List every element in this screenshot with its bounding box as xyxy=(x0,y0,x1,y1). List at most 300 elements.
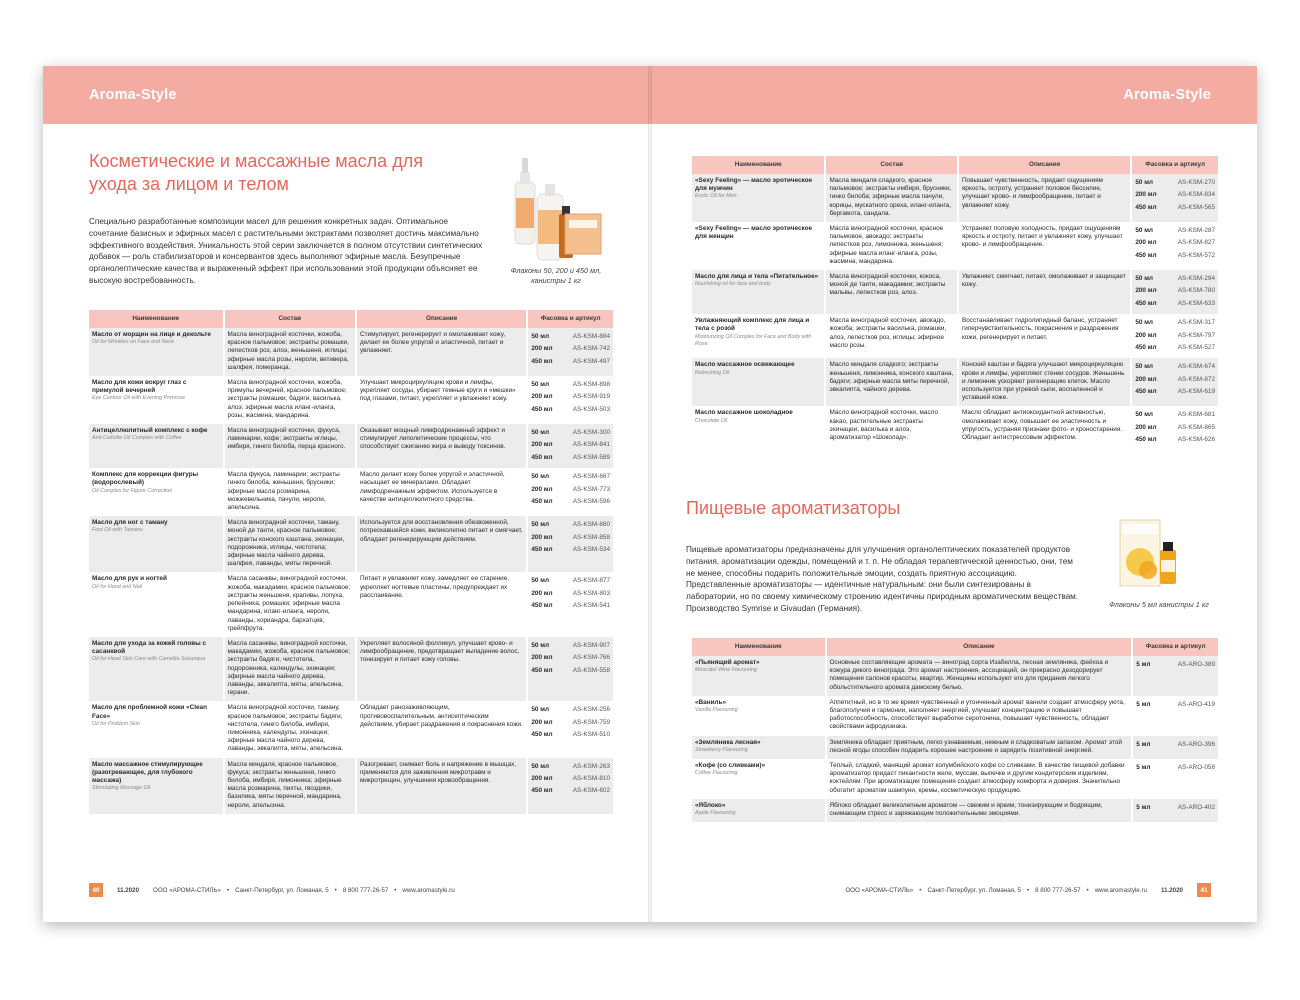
package-volume: 450 мл xyxy=(1135,436,1157,444)
packaging-cell xyxy=(1132,358,1218,406)
col-header-packaging: Фасовка и артикул xyxy=(1132,156,1218,174)
composition-cell: Масла виноградной косточки, авокадо, жожоба; экстракты василька, ромашки, алоэ, лепестков роз, иглицы; эфирное масло розы. xyxy=(826,314,956,358)
product-name-cell xyxy=(89,572,223,636)
footer-separator: • xyxy=(1026,886,1030,894)
footer-date: 11.2020 xyxy=(1160,886,1183,894)
package-volume: 200 мл xyxy=(1135,375,1157,383)
table-row xyxy=(89,516,613,572)
table-row xyxy=(692,270,1218,314)
flavouring-table xyxy=(690,638,1220,822)
right-product-table xyxy=(690,156,1220,451)
composition-cell: Масла сасанквы, виноградной косточки, жожоба, макадамии, красное пальмовое; экстракты женьшеня, крапивы, лопуха, репейника, ромашки; эфирные масла мандарина, иланг-иланга, нероли, лаванды, кориандра, бархатцев, грейпфрута. xyxy=(225,572,355,636)
package-volume: 200 мл xyxy=(531,718,553,726)
package-option xyxy=(531,532,610,544)
article-code: AS-ARO-419 xyxy=(1177,700,1215,708)
table-row xyxy=(692,222,1218,270)
package-volume: 50 мл xyxy=(531,521,550,529)
composition-cell: Масла сасанквы, виноградной косточки, макадамии, жожоба, красное пальмовое; экстракты бадяги, чистотела, подорожника, календулы, эхинацеи; эфирные масла чайного дерева, лаванды, эвкалипта, мяты, апельсина, герани. xyxy=(225,637,355,701)
right-header xyxy=(650,66,1257,124)
table-row xyxy=(89,572,613,636)
product-name-cell xyxy=(692,358,824,406)
package-volume: 450 мл xyxy=(531,498,553,506)
package-option xyxy=(1135,342,1215,354)
packaging-cell xyxy=(528,758,613,814)
product-name-en: Refreshing Oil xyxy=(695,369,730,376)
product-name: «Sexy Feeling» — масло эротическое для мужчин xyxy=(695,177,813,193)
packaging-cell xyxy=(528,637,613,701)
package-option xyxy=(1135,422,1215,434)
package-option xyxy=(1135,330,1215,342)
article-code: AS-KSM-317 xyxy=(1177,319,1215,327)
product-name-en: Oil for Problem Skin xyxy=(92,720,140,727)
description-cell: Повышает чувственность, придает ощущениям яркость, остроту, устраняет половое бессилие, улучшает крово- и лимфообращение, питает и увлажняет кожу. xyxy=(959,174,1130,222)
package-option xyxy=(1136,659,1215,671)
article-code: AS-KSM-667 xyxy=(572,473,610,481)
package-volume: 5 мл xyxy=(1136,803,1151,811)
package-volume: 50 мл xyxy=(531,706,550,714)
composition-cell: Масла виноградной косточки, красное пальмовое, авокадо; экстракты лепестков роз, лимонника, женьшеня; эфирные масла иланг-иланга, розы, жасмина, мандарина. xyxy=(826,222,956,270)
description-cell: Используется для восстановления обезвоженной, потрескавшейся кожи, великолепно питает и смягчает, обладает регенерирующим действием. xyxy=(357,516,526,572)
product-name: Комплекс для коррекции фигуры (водорослевый) xyxy=(92,471,199,487)
description-cell: Основные составляющие аромата — виноград сорта Изабелла, лесная земляника, фейхоа и кожура дикого винограда. Это аромат настроения, ассоциаций, он прекрасно дезодорирует помещения салонов красоты, квартир. Женщины используют его для придания легкого обольстительного аромата дамскому белью. xyxy=(827,656,1132,696)
article-code: AS-KSM-907 xyxy=(572,641,610,649)
package-volume: 450 мл xyxy=(1135,299,1157,307)
package-volume: 450 мл xyxy=(531,405,553,413)
left-product-table xyxy=(87,310,615,814)
package-option xyxy=(531,452,610,464)
footer-address: Санкт-Петербург, ул. Ломаная, 5 xyxy=(235,886,329,894)
package-option xyxy=(1135,237,1215,249)
packaging-cell xyxy=(1132,314,1218,358)
package-volume: 5 мл xyxy=(1136,740,1151,748)
package-volume: 50 мл xyxy=(1135,275,1153,283)
article-code: AS-KSM-884 xyxy=(572,333,610,340)
description-cell: Укрепляет волосяной фолликул, улучшает крово- и лимфообращение, предотвращает выпадение волос, тонизирует и питает кожу головы. xyxy=(357,637,526,701)
table-row xyxy=(692,799,1218,822)
product-bottles-image xyxy=(509,154,609,264)
product-name-cell xyxy=(692,174,824,222)
product-name-en: Oil for Wrinkles on Face and Neck xyxy=(92,339,174,346)
table-row xyxy=(692,314,1218,358)
table-row xyxy=(692,736,1218,759)
table-row xyxy=(89,468,613,516)
packaging-cell xyxy=(528,516,613,572)
product-name: Масло для кожи вокруг глаз с примулой вечерней xyxy=(92,379,187,395)
col-header-name: Наименование xyxy=(89,310,223,328)
package-volume: 50 мл xyxy=(531,577,550,585)
description-cell: Стимулирует, регенерирует и омолаживает кожу, делает ее более упругой и эластичной, питает и увлажняет. xyxy=(357,328,526,376)
flavouring-caption: Флаконы 5 мл канистры 1 кг xyxy=(1109,600,1209,609)
description-cell: Разогревает, снимает боль и напряжение в мышцах, применяется для заживления микротравм и микротрещин, улучшения кровообращения. xyxy=(357,758,526,814)
package-volume: 450 мл xyxy=(531,602,553,610)
page-number: 40 xyxy=(89,883,103,897)
col-header-packaging: Фасовка и артикул xyxy=(1133,638,1218,656)
packaging-cell xyxy=(1133,799,1218,822)
package-option xyxy=(1136,699,1215,711)
article-code: AS-KSM-865 xyxy=(1177,423,1215,431)
package-volume: 200 мл xyxy=(531,589,553,597)
package-volume: 450 мл xyxy=(531,546,553,554)
book-spine xyxy=(648,66,652,922)
product-name-en: Vanilla Flavouring xyxy=(695,707,738,714)
package-volume: 50 мл xyxy=(1135,319,1153,327)
product-name: Увлажняющий комплекс для лица и тела с розой xyxy=(695,317,810,333)
product-name-cell xyxy=(89,701,223,757)
footer-site: www.aromastyle.ru xyxy=(1094,886,1147,894)
left-header xyxy=(43,66,650,124)
product-name: «Кофе (со сливками)» xyxy=(695,762,766,770)
package-volume: 50 мл xyxy=(531,641,550,649)
col-header-description: Описание xyxy=(357,310,526,328)
footer-phone: 8 800 777-26-57 xyxy=(1035,886,1081,894)
footer-company: ООО «АРОМА-СТИЛЬ» xyxy=(153,886,221,894)
package-volume: 50 мл xyxy=(531,473,550,481)
article-code: AS-KSM-503 xyxy=(572,405,610,413)
package-option xyxy=(1135,361,1215,373)
description-cell: Улучшает микроциркуляцию крови и лимфы, укрепляет сосуды, убирает темные круги и «мешки» под глазами, питает, укрепляет и увлажняет кожу. xyxy=(357,376,526,424)
article-code: AS-KSM-527 xyxy=(1177,344,1215,352)
package-option xyxy=(1135,317,1215,329)
article-code: AS-KSM-827 xyxy=(1177,239,1215,247)
article-code: AS-KSM-797 xyxy=(1177,331,1215,339)
article-code: AS-KSM-541 xyxy=(572,602,610,610)
product-name-cell xyxy=(692,799,825,822)
article-code: AS-KSM-565 xyxy=(1177,203,1215,211)
composition-cell: Масла виноградной косточки, таману, моной де таити, красное пальмовое; экстракты конского каштана, эхинацеи, подорожника, иглицы, чистотела; эфирные масла чайного дерева, шалфея, лаванды, мяты перечной. xyxy=(225,516,355,572)
package-volume: 200 мл xyxy=(1135,423,1157,431)
product-name: Масло для ног с таману xyxy=(92,519,168,527)
packaging-cell xyxy=(528,701,613,757)
product-name-en: Erotic Oil for Men xyxy=(695,193,737,200)
table-row xyxy=(692,759,1218,799)
product-name: Масло для лица и тела «Питательное» xyxy=(695,273,819,281)
package-option xyxy=(531,391,610,403)
product-name: Масло массажное стимулирующее (разогревающее, для глубокого массажа) xyxy=(92,760,203,784)
footer-separator: • xyxy=(226,886,230,894)
product-name-cell xyxy=(89,328,223,376)
packaging-cell xyxy=(528,424,613,468)
article-code: AS-KSM-742 xyxy=(572,345,610,353)
composition-cell: Масла виноградной косточки, фукуса, ламинарии, кофе; экстракты иглицы, имбиря, гинкго билоба, перца красного. xyxy=(225,424,355,468)
package-volume: 200 мл xyxy=(531,345,553,353)
article-code: AS-KSM-256 xyxy=(572,706,610,714)
product-name-en: Anti-Cellulite Oil Complex with Coffee xyxy=(92,435,182,442)
col-header-name: Наименование xyxy=(692,156,824,174)
package-option xyxy=(531,343,610,355)
product-name: Масло для ухода за кожей головы с сасанквой xyxy=(92,639,206,656)
article-code: AS-KSM-810 xyxy=(572,774,610,782)
product-name: «Ваниль» xyxy=(695,698,727,706)
product-name-en: Stimulating Massage Oil xyxy=(92,785,151,792)
article-code: AS-KSM-633 xyxy=(1177,299,1215,307)
package-option xyxy=(531,519,610,531)
packaging-cell xyxy=(1133,759,1218,799)
article-code: AS-KSM-270 xyxy=(1177,179,1215,186)
product-name-cell xyxy=(89,468,223,516)
product-name-cell xyxy=(89,758,223,814)
packaging-cell xyxy=(1133,656,1218,696)
product-name-en: Eye Contour Oil with Evening Primrose xyxy=(92,395,186,402)
article-code: AS-KSM-572 xyxy=(1177,251,1215,259)
col-header-composition: Состав xyxy=(225,310,355,328)
flavouring-box-image xyxy=(1116,514,1186,594)
description-cell: Теплый, сладкий, манящий аромат колумбийского кофе со сливками. В качестве пищевой добавки ароматизатор придаст пикантности желе, муссам, выпечке и другим кондитерским изделиям, коктейлям. При ароматизации помещения создает атмосферу комфорта и доверия. Значительно обогатит ароматом шампуни, кремы, косметическую продукцию. xyxy=(827,759,1132,799)
table-row xyxy=(692,696,1218,736)
package-option xyxy=(531,665,610,677)
product-name-en: Nourishing oil for face and body xyxy=(695,281,771,288)
packaging-cell xyxy=(528,376,613,424)
product-name-en: Foot Oil with Tamanu xyxy=(92,527,143,534)
product-name-cell xyxy=(692,656,825,696)
packaging-cell xyxy=(1132,406,1218,450)
article-code: AS-KSM-534 xyxy=(572,546,610,554)
product-name-cell xyxy=(692,222,824,270)
package-option xyxy=(531,496,610,508)
package-volume: 5 мл xyxy=(1136,764,1151,772)
article-code: AS-ARO-402 xyxy=(1177,803,1215,811)
article-code: AS-KSM-558 xyxy=(572,666,610,674)
footer-separator: • xyxy=(1086,886,1089,894)
article-code: AS-KSM-919 xyxy=(572,393,610,401)
table-row xyxy=(89,376,613,424)
product-name-cell xyxy=(692,406,824,450)
product-name-en: Moisturizing Oil Complex for Face and Body with Rose xyxy=(695,333,812,347)
package-option xyxy=(531,773,610,785)
table-row xyxy=(692,406,1218,450)
left-page xyxy=(43,66,650,922)
description-cell: Увлажняет, смягчает, питает, омолаживает и защищает кожу. xyxy=(959,270,1130,314)
composition-cell: Масло миндаля сладкого; экстракты женьшеня, лимонника, конского каштана, бадяги; эфирные масла мяты перечной, эвкалипта, чайного дерева. xyxy=(826,358,956,406)
package-option xyxy=(531,575,610,587)
package-option xyxy=(1135,177,1215,189)
package-volume: 5 мл xyxy=(1136,700,1151,708)
article-code: AS-KSM-294 xyxy=(1177,275,1215,283)
product-name-en: Apple Flavouring xyxy=(695,810,736,817)
description-cell: Оказывает мощный лимфодренажный эффект и стимулирует липолитические процессы, что способствует сжиганию жира и выводу токсинов. xyxy=(357,424,526,468)
flavourings-intro: Пищевые ароматизаторы предназначены для улучшения органолептических показателей продуктов питания, ароматизации одежды, помещений и т. п. Не обладая терапевтической ценностью, они, тем не менее, способны подарить положительные эмоции, создать приятную ассоциацию. Представленные ароматизаторы — идентичные натуральным: они были синтезированы в лаборатории, но по своему химическому строению идентичны природным ароматическим веществам. Производство Symrise и Givaudan (Германия). xyxy=(686,545,1079,613)
description-cell: Земляника обладает приятным, легко узнаваемым, нежным и сладковатым запахом. Аромат этой лесной ягоды способен подарить хорошее настроение и зарядить позитивной энергией. xyxy=(827,736,1132,759)
footer-company: ООО «АРОМА-СТИЛЬ» xyxy=(845,886,914,894)
package-option xyxy=(531,379,610,391)
article-code: AS-KSM-300 xyxy=(572,429,610,437)
packaging-cell xyxy=(528,572,613,636)
right-footer xyxy=(845,883,1211,897)
article-code: AS-KSM-589 xyxy=(572,453,610,461)
packaging-cell xyxy=(528,328,613,376)
product-name-en: Muscatel Wine Flavouring xyxy=(695,667,757,674)
article-code: AS-KSM-619 xyxy=(1177,388,1215,396)
page-number: 41 xyxy=(1197,883,1211,897)
product-name-cell xyxy=(89,516,223,572)
composition-cell: Масла виноградной косточки, таману, красное пальмовое; экстракты бадяги, чистотела, гинкго билоба, имбиря, лимонника, календулы, эхинацеи; эфирные масла чайного дерева, лаванды, эвкалипта, мяты, апельсина. xyxy=(225,701,355,757)
package-option xyxy=(1135,386,1215,398)
article-code: AS-ARO-389 xyxy=(1177,661,1215,668)
product-name-cell xyxy=(692,314,824,358)
package-option xyxy=(531,729,610,741)
package-volume: 200 мл xyxy=(1135,331,1157,339)
composition-cell: Масла виноградной косточки, жожоба, примулы вечерней, красное пальмовое; экстракты ромашки, бадяги, василька, алоэ; эфирные масла иланг-иланга, розы, жасмина, мандарина. xyxy=(225,376,355,424)
package-volume: 200 мл xyxy=(1135,287,1157,295)
article-code: AS-KSM-510 xyxy=(572,731,610,739)
article-code: AS-KSM-602 xyxy=(572,787,610,795)
table-row xyxy=(89,701,613,757)
description-cell: Устраняет половую холодность, придает ощущениям яркость и остроту, питает и увлажняет кожу, улучшает крово- и лимфообращение. xyxy=(959,222,1130,270)
description-cell: Яблоко обладает великолепным ароматом — свежим и ярким, тонизирующим и бодрящим, снимающим стресс и заряжающим положительными эмоциями. xyxy=(827,799,1132,822)
product-name: Антицеллюлитный комплекс с кофе xyxy=(92,427,208,435)
package-option xyxy=(531,785,610,797)
composition-cell: Масла виноградной косточки, кокоса, моной де таити, макадамии; экстракты мальвы, лепестков роз, алоэ. xyxy=(826,270,956,314)
package-option xyxy=(531,439,610,451)
article-code: AS-KSM-858 xyxy=(572,533,610,541)
article-code: AS-ARO-058 xyxy=(1177,764,1215,772)
article-code: AS-KSM-681 xyxy=(1177,411,1215,419)
product-name-cell xyxy=(692,696,825,736)
brand-logo: Aroma-Style xyxy=(1123,87,1211,103)
package-volume: 450 мл xyxy=(531,453,553,461)
table-row xyxy=(692,358,1218,406)
footer-separator: • xyxy=(334,886,337,894)
footer-address: Санкт-Петербург, ул. Ломаная, 5 xyxy=(927,886,1021,894)
footer-site: www.aromastyle.ru xyxy=(402,886,455,894)
product-name: «Пьянящий аромат» xyxy=(695,659,760,666)
product-name-cell xyxy=(89,637,223,701)
article-code: AS-KSM-287 xyxy=(1177,227,1215,235)
package-option xyxy=(1136,739,1215,751)
product-name-cell xyxy=(89,376,223,424)
description-cell: Масло делает кожу более упругой и эластичной, насыщает ее минералами. Обладает лимфодренажным эффектом. Используется в качестве антицеллюлитного средства. xyxy=(357,468,526,516)
product-name-cell xyxy=(692,736,825,759)
package-option xyxy=(531,471,610,483)
article-code: AS-KSM-834 xyxy=(1177,191,1215,199)
package-volume: 5 мл xyxy=(1136,661,1151,668)
product-name-en: Chocolate Oil xyxy=(695,417,728,424)
product-name-en: Coffee Flavouring xyxy=(695,770,738,777)
package-option xyxy=(1136,802,1215,814)
package-option xyxy=(1135,409,1215,421)
product-name: «Sexy Feeling» — масло эротическое для женщин xyxy=(695,225,813,241)
col-header-description: Описание xyxy=(827,638,1132,656)
table-row xyxy=(89,424,613,468)
footer-separator: • xyxy=(919,886,922,894)
composition-cell: Масло виноградной косточки, масло какао, растительные экстракты эхинацеи, василька и алоэ, ароматизатор «Шоколад». xyxy=(826,406,956,450)
article-code: AS-KSM-773 xyxy=(572,485,610,493)
flavourings-title: Пищевые ароматизаторы xyxy=(686,498,901,518)
packaging-cell xyxy=(1132,270,1218,314)
package-volume: 50 мл xyxy=(1135,363,1153,371)
package-volume: 450 мл xyxy=(1135,344,1157,352)
package-option xyxy=(1135,374,1215,386)
col-header-name: Наименование xyxy=(692,638,825,656)
table-row xyxy=(89,758,613,814)
composition-cell: Масла миндаля, красное пальмовое, фукуса; экстракты женьшеня, гинкго билоба, имбиря, лимонника; эфирные масла розмарина, пихты, гвоздики, базилика, мяты перечной, мандарина, нероли, апельсина. xyxy=(225,758,355,814)
product-name: «Земляника лесная» xyxy=(695,738,761,746)
package-volume: 50 мл xyxy=(1135,179,1153,186)
packaging-cell xyxy=(1133,696,1218,736)
package-volume: 200 мл xyxy=(531,441,553,449)
composition-cell: Масла виноградной косточки, жожоба, красное пальмовое; экстракты ромашки, лепестков роз, алоэ, женьшеня, иглицы; эфирные масла розы, нероли, ветивера, шалфея, померанца. xyxy=(225,328,355,376)
product-name: Масло для рук и ногтей xyxy=(92,575,167,583)
product-name-en: Oil for Head Skin Care with Camellia Sasanqua xyxy=(92,656,206,663)
table-row xyxy=(692,174,1218,222)
product-name-en: Strawberry Flavouring xyxy=(695,746,748,753)
package-volume: 50 мл xyxy=(1135,411,1153,419)
table-row xyxy=(89,328,613,376)
package-option xyxy=(531,544,610,556)
footer-separator: • xyxy=(394,886,397,894)
article-code: AS-KSM-497 xyxy=(572,357,610,365)
package-volume: 450 мл xyxy=(531,731,553,739)
package-option xyxy=(1135,285,1215,297)
intro-text: Специально разработанные композиции масел для решения конкретных задач. Оптимальное сочетание базисных и эфирных масел с растительными экстрактами позволяет достичь максимально эффективного воздействия. Уникальность этой серии заключается в полном отсутствии синтетических добавок — роль стабилизаторов и консервантов здесь выполняют эфирные масла. Безупречные органолептические качества и выраженный эффект при использовании этой продукции объясняет ее высокую востребованность. xyxy=(89,217,483,285)
page-title: Косметические и массажные масла для ухода за лицом и телом xyxy=(89,151,423,194)
article-code: AS-KSM-759 xyxy=(572,718,610,726)
packaging-cell xyxy=(1132,174,1218,222)
bottles-caption: Флаконы 50, 200 и 450 мл, канистры 1 кг xyxy=(510,266,602,285)
product-name-cell xyxy=(89,424,223,468)
footer-date: 11.2020 xyxy=(117,886,140,894)
package-option xyxy=(531,404,610,416)
article-code: AS-KSM-626 xyxy=(1177,436,1215,444)
description-cell: Питает и увлажняет кожу, замедляет ее старение, укрепляет ногтевые пластины, предупреждает их расслаивание. xyxy=(357,572,526,636)
article-code: AS-KSM-596 xyxy=(572,498,610,506)
right-page xyxy=(650,66,1257,922)
packaging-cell xyxy=(1133,736,1218,759)
product-name: Масло массажное освежающее xyxy=(695,361,795,369)
article-code: AS-KSM-803 xyxy=(572,589,610,597)
article-code: AS-KSM-674 xyxy=(1177,363,1215,371)
package-option xyxy=(1135,434,1215,446)
package-volume: 200 мл xyxy=(1135,191,1157,199)
package-option xyxy=(1135,225,1215,237)
footer-phone: 8 800 777-26-57 xyxy=(342,886,389,894)
package-volume: 450 мл xyxy=(531,666,553,674)
description-cell: Конский каштан и бадяга улучшают микроциркуляцию крови и лимфы, укрепляют стенки сосудов. Женьшень и лимонник ускоряют регенерацию клеток. Масло используется при угревой сыпи, воспаленной и уставшей коже. xyxy=(959,358,1130,406)
package-option xyxy=(531,761,610,773)
product-name: Масло массажное шоколадное xyxy=(695,409,793,417)
brand-logo: Aroma-Style xyxy=(89,87,177,103)
article-code: AS-KSM-841 xyxy=(572,441,610,449)
package-volume: 200 мл xyxy=(531,485,553,493)
package-volume: 450 мл xyxy=(1135,203,1157,211)
article-code: AS-KSM-898 xyxy=(572,381,610,389)
col-header-packaging: Фасовка и артикул xyxy=(528,310,613,328)
package-option xyxy=(1136,762,1215,774)
package-option xyxy=(1135,250,1215,262)
product-name-en: Oil Complex for Figure Correction xyxy=(92,487,173,494)
product-name-en: Oil for Hand and Nail xyxy=(92,583,143,590)
package-volume: 50 мл xyxy=(531,333,550,340)
package-option xyxy=(531,331,610,343)
product-name-cell xyxy=(692,759,825,799)
package-option xyxy=(531,717,610,729)
packaging-cell xyxy=(528,468,613,516)
article-code: AS-ARO-396 xyxy=(1177,740,1215,748)
package-option xyxy=(531,427,610,439)
package-option xyxy=(531,600,610,612)
package-volume: 200 мл xyxy=(531,393,553,401)
article-code: AS-KSM-872 xyxy=(1177,375,1215,383)
article-code: AS-KSM-877 xyxy=(572,577,610,585)
product-name: Масло от морщин на лице и декольте xyxy=(92,331,211,338)
col-header-composition: Состав xyxy=(826,156,956,174)
product-name: Масло для проблемной кожи «Clean Face» xyxy=(92,704,208,720)
description-cell: Восстанавливает гидролипидный баланс, устраняет гиперчувствительность, покраснения и раздражения кожи, регенерирует и питает. xyxy=(959,314,1130,358)
description-cell: Обладает ранозаживляющим, противовоспалительным, антисептическим действием, убирает раздражения и покраснения кожи. xyxy=(357,701,526,757)
package-option xyxy=(1135,189,1215,201)
package-volume: 200 мл xyxy=(531,774,553,782)
package-option xyxy=(531,704,610,716)
package-volume: 200 мл xyxy=(1135,239,1157,247)
